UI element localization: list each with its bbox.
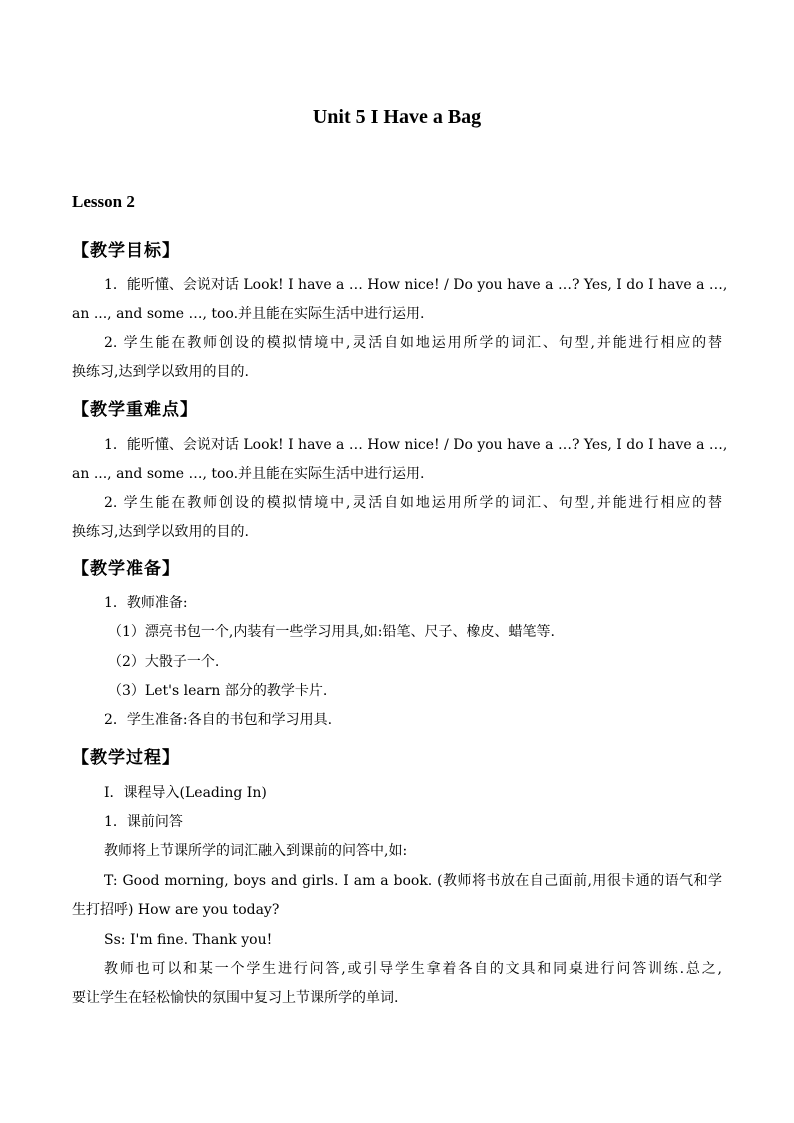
lesson-label: Lesson 2 (72, 192, 135, 211)
objectives-line-4: 换练习,达到学以致用的目的. (72, 364, 249, 380)
keypoints-line-4: 换练习,达到学以致用的目的. (72, 524, 249, 540)
process-line-1: Ⅰ．课程导入(Leading In) (104, 785, 267, 801)
preparation-line-5: 2．学生准备:各自的书包和学习用具. (104, 712, 333, 728)
process-line-2: 1．课前问答 (104, 814, 183, 830)
objectives-line-3: 2. 学生能在教师创设的模拟情境中,灵活自如地运用所学的词汇、句型,并能进行相应的替 (104, 335, 722, 351)
process-line-5: 生打招呼) How are you today? (72, 902, 280, 918)
objectives-line-2: an ..., and some …, too.并且能在实际生活中进行运用. (72, 306, 425, 322)
preparation-line-1: 1．教师准备: (104, 595, 188, 611)
keypoints-line-3: 2. 学生能在教师创设的模拟情境中,灵活自如地运用所学的词汇、句型,并能进行相应的替 (104, 495, 722, 511)
keypoints-line-2: an ..., and some …, too.并且能在实际生活中进行运用. (72, 466, 425, 482)
keypoints-line-1: 1．能听懂、会说对话 Look! I have a … How nice! / Do you have a …? Yes, I do I have a …, (104, 437, 728, 453)
section-heading-preparation: 【教学准备】 (72, 559, 180, 579)
objectives-line-1: 1．能听懂、会说对话 Look! I have a … How nice! / Do you have a …? Yes, I do I have a …, (104, 277, 728, 293)
preparation-line-4: （3）Let's learn 部分的教学卡片. (108, 683, 328, 699)
process-line-7: 教师也可以和某一个学生进行问答,或引导学生拿着各自的文具和同桌进行问答训练.总之, (104, 961, 722, 977)
process-line-3: 教师将上节课所学的词汇融入到课前的问答中,如: (104, 843, 408, 859)
section-heading-objectives: 【教学目标】 (72, 241, 180, 261)
section-heading-process: 【教学过程】 (72, 748, 180, 768)
section-heading-keypoints: 【教学重难点】 (72, 400, 198, 420)
process-line-8: 要让学生在轻松愉快的氛围中复习上节课所学的单词. (72, 990, 399, 1006)
process-line-6: Ss: I'm fine. Thank you! (104, 932, 273, 948)
preparation-line-2: （1）漂亮书包一个,内装有一些学习用具,如:铅笔、尺子、橡皮、蜡笔等. (108, 624, 555, 640)
process-line-4: T: Good morning, boys and girls. I am a book. (教师将书放在自己面前,用很卡通的语气和学 (104, 873, 722, 889)
preparation-line-3: （2）大骰子一个. (108, 654, 220, 670)
document-title: Unit 5 I Have a Bag (312, 106, 482, 128)
